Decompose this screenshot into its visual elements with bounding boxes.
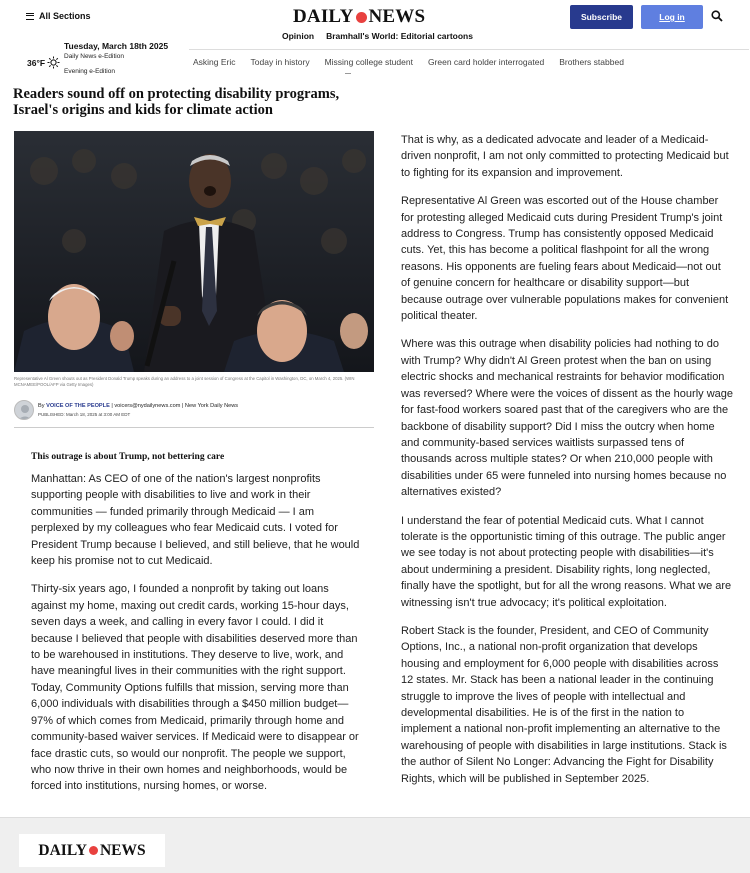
body-paragraph: I understand the fear of potential Medicaid cuts. What I cannot tolerate is the opportunistic timing of this outrage. The public anger we see today is not about protecting people with disabilities—it's about undermining a president. Disability rights, long neglected, finally have the spotlight, but for all the wrong reasons. What we are witnessing isn't true advocacy; it's political exploitation. [401, 514, 732, 609]
subnav-bramhall[interactable]: Bramhall's World: Editorial cartoons [326, 31, 473, 41]
trending-item[interactable]: Green card holder interrogated [427, 57, 545, 67]
trending-indicator [345, 73, 351, 74]
body-paragraph: Robert Stack is the founder, President, and CEO of Community Options, Inc., a national non-profit organization that develops housing and employment for 6,000 people with disabilities across 12 states. Mr. Stack has been a national leader in the continuing struggle to improve the lives of people with intellectual and developmental disabilities. He is of the first in the nation to implement a national non-profit implementing an alternative to the warehousing of people with disabilities in large institutions. Stack is the author of Silent No Longer: Advancing the Fight for Disability Rights, which will be published in September 2025. [401, 624, 727, 785]
article-photo[interactable] [14, 131, 374, 372]
all-sections-label: All Sections [39, 11, 91, 21]
article-body-right [401, 132, 733, 799]
evening-eedition-link[interactable]: Evening e-Edition [64, 68, 115, 75]
trending-item[interactable]: Today in history [250, 57, 310, 67]
page-footer [0, 817, 750, 873]
header-divider [189, 49, 749, 50]
logo-dot-icon [356, 12, 367, 23]
byline [14, 399, 374, 421]
site-logo[interactable] [293, 6, 425, 28]
trending-item[interactable]: Asking Eric [193, 57, 236, 67]
search-icon[interactable] [711, 10, 723, 22]
logo-dot-icon [89, 846, 98, 855]
article-photo-illustration [14, 131, 374, 372]
logo-right-text: NEWS [368, 6, 426, 27]
date-block [64, 41, 168, 75]
byline-text [38, 403, 238, 409]
body-paragraph: Where was this outrage when disability policies had nothing to do with Trump? Why didn't Al Green protest when the ban on using electric shocks and mechanical restraints for behavior modification was reversed? Where were the voices of dissent as the hourly wage for fast-food workers soared past that of the caregivers who are the backbone of disability support? Did I miss the outcry when home and community-based services waitlists surpassed tens of thousands across multiple states? Or when 210,000 people with disabilities under 65 were funneled into nursing homes because no alternatives existed? [401, 338, 733, 499]
temperature: 36°F [27, 57, 46, 68]
sub-navigation [282, 31, 473, 41]
body-paragraph: That is why, as a dedicated advocate and leader of a Medicaid-driven nonprofit, I am not only committed to protecting Medicaid but to fighting for its expansion and improvement. [401, 134, 729, 179]
current-date: Tuesday, March 18th 2025 [64, 41, 169, 51]
author-link[interactable]: VOICE OF THE PEOPLE [46, 403, 110, 409]
article-subhead: This outrage is about Trump, not bettering care [31, 452, 225, 462]
footer-logo-right: NEWS [99, 841, 146, 859]
byline-prefix: By [38, 403, 45, 409]
byline-contact: | voicers@nydailynews.com | New York Daily News [109, 403, 239, 409]
footer-logo[interactable] [19, 834, 165, 867]
menu-icon [26, 13, 34, 20]
login-button[interactable]: Log in [641, 5, 703, 29]
photo-caption: Representative Al Green shouts out as President Donald Trump speaks during an address to a joint session of Congress at the Capitol in Washington, DC, on March 4, 2025. (WIN MCNAMEE/POOL/AFP via Getty Images) [14, 376, 355, 387]
author-avatar [14, 400, 34, 420]
article-headline: Readers sound off on protecting disability programs, Israel's origins and kids for climate action [13, 86, 340, 118]
all-sections-button[interactable] [26, 11, 91, 21]
subnav-opinion[interactable]: Opinion [282, 31, 315, 41]
sun-icon [47, 56, 60, 69]
weather-widget[interactable] [27, 56, 60, 69]
logo-left-text: DAILY [293, 6, 354, 27]
top-bar [0, 0, 750, 40]
published-date: PUBLISHED: March 18, 2025 at 3:00 AM EDT [38, 412, 131, 417]
body-paragraph: Thirty-six years ago, I founded a nonprofit by taking out loans against my home, maxing out credit cards, working 15-hour days, seven days a week, and calling in every favor I could. I did it because I believed that people with disabilities deserved more than to be warehoused in institutions. They deserve to live, work, and have meaningful lives in their communities with the right support. Today, Community Options fulfills that mission, serving more than 6,000 individuals with disabilities through a $450 million budget—97% of which comes from Medicaid, primarily through home and community-based waiver services. If Medicaid were to disappear or face drastic cuts, so would our nonprofit. The people we support, who now thrive in their own homes and neighborhoods, would be forced into institutions, nursing homes, or worse. [31, 583, 359, 793]
trending-item[interactable]: Brothers stabbed [559, 57, 624, 67]
footer-logo-left: DAILY [38, 841, 87, 859]
trending-item[interactable]: Missing college student [324, 57, 413, 67]
eedition-link[interactable]: Daily News e-Edition [64, 53, 124, 60]
body-paragraph: Representative Al Green was escorted out of the House chamber for protesting alleged Medicaid cuts during President Trump's joint address to Congress. Trump has consistently opposed Medicaid cuts. Yet, this has become a political flashpoint for all the wrong reasons. His opponents are fueling fears about Medicaid—not out of genuine concern for healthcare or disability support—but because outrage over vulnerable populations makes for convenient political theater. [401, 195, 729, 323]
subscribe-button[interactable]: Subscribe [570, 5, 633, 29]
user-icon [15, 401, 34, 420]
article-body-left [31, 471, 363, 807]
byline-divider [14, 427, 374, 428]
trending-bar [193, 57, 624, 67]
body-paragraph: Manhattan: As CEO of one of the nation's largest nonprofits supporting people with disabilities to live and work in their communities — funded primarily through Medicaid — I am perplexed by my colleagues who fear Medicaid cuts. I voted for President Trump because I believed, and still believe, that he would keep his promise not to cut Medicaid. [31, 473, 360, 568]
